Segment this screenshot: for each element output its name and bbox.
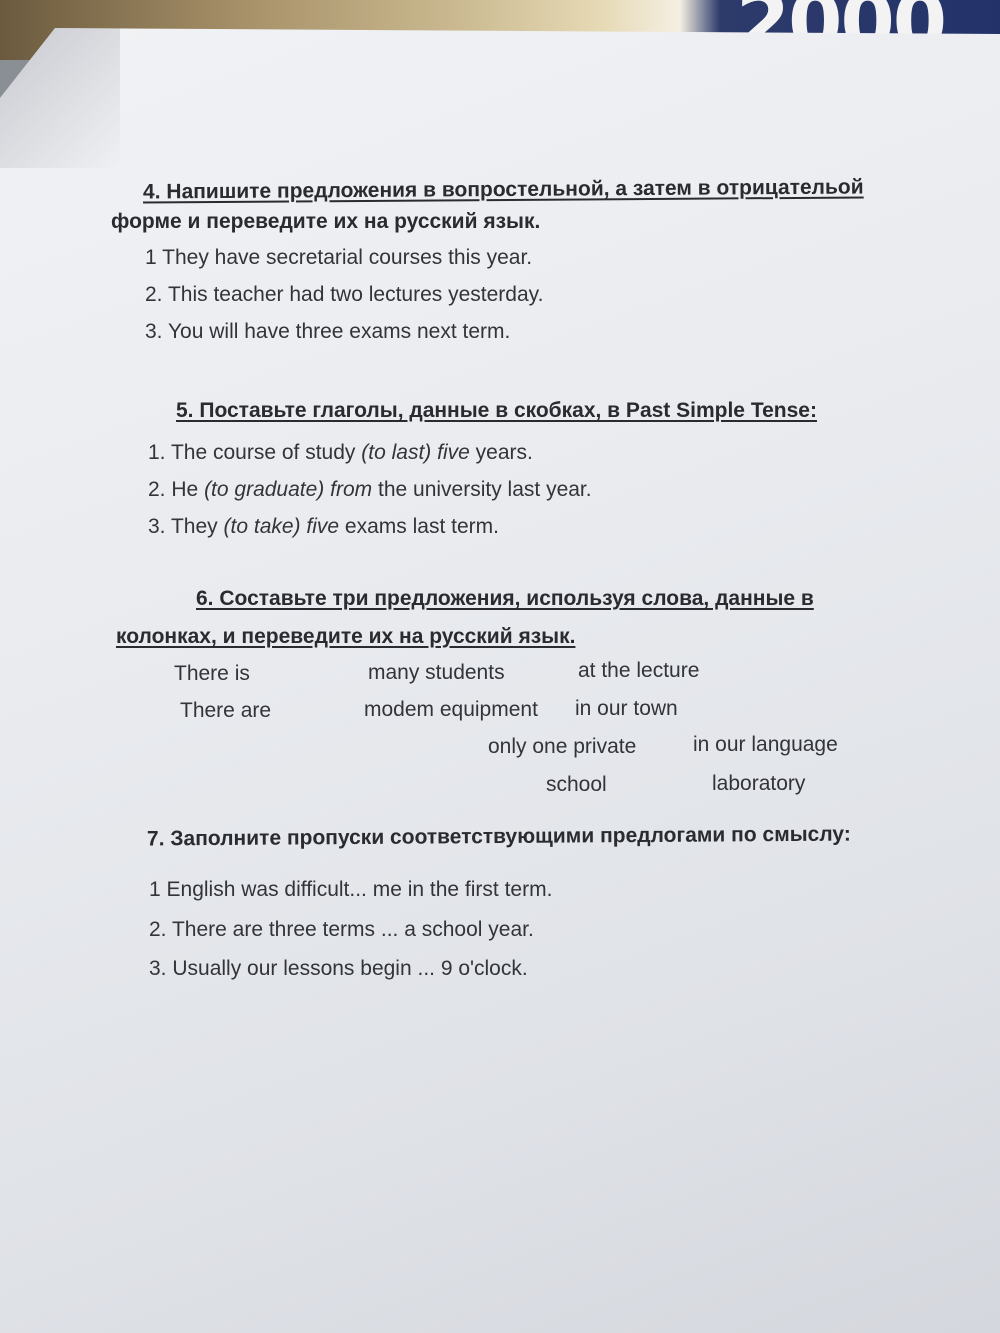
task6-col2-row3: only one private [488, 735, 637, 758]
task6-col1-row2: There are [180, 699, 272, 722]
task5-item-1-num: 1. [148, 441, 166, 464]
task5-item-3-verb: (to take) [223, 515, 301, 538]
task6-col2-row1: many students [368, 661, 505, 684]
task5-item-2-verb: (to graduate) [204, 478, 325, 501]
task5-item-3-mid: five [306, 515, 340, 538]
task7-item-1: 1 English was difficult... me in the first term. [149, 878, 553, 901]
task5-item-2-before: He [171, 478, 199, 501]
task5-item-3-before: They [170, 515, 218, 538]
task5-item-2-num: 2. [148, 478, 166, 501]
task5-item-2-mid: from [330, 478, 373, 501]
task5-item-1-mid: five [437, 441, 470, 464]
task7-heading: 7. Заполните пропуски соответствующими предлогами по смыслу: [146, 822, 851, 851]
task5-item-1-verb: (to last) [361, 441, 432, 464]
task6-heading-line2: колонках, и переведите их на русский язык. [116, 625, 576, 648]
task4-heading-line2: форме и переведите их на русский язык. [111, 210, 541, 233]
task4-item-3: 3. You will have three exams next term. [145, 320, 511, 343]
task4-item-1: 1 They have secretarial courses this year. [145, 246, 533, 269]
task5-item-2-after: the university last year. [378, 478, 592, 501]
task4-heading-line1: 4. Напишите предложения в вопростельной, а затем в отрицательой [142, 175, 864, 204]
task6-col2-row4: school [546, 773, 607, 796]
task6-col3-row4: laboratory [712, 772, 806, 795]
task5-item-1-before: The course of study [170, 441, 356, 464]
task5-item-3 [148, 515, 499, 539]
task5-heading: 5. Поставьте глаголы, данные в скобках, в Past Simple Tense: [176, 399, 817, 422]
task5-item-3-num: 3. [148, 515, 166, 538]
task7-item-3: 3. Usually our lessons begin ... 9 o'clock. [149, 957, 528, 980]
task5-item-3-after: exams last term. [344, 515, 499, 538]
task5-item-1 [148, 441, 533, 465]
task7-item-2: 2. There are three terms ... a school year. [149, 918, 534, 941]
task6-col2-row2: modem equipment [364, 698, 538, 721]
task6-col3-row2: in our town [575, 697, 678, 720]
task6-col3-row1: at the lecture [578, 659, 700, 682]
task6-col1-row1: There is [174, 662, 250, 685]
task6-heading-line1: 6. Составьте три предложения, используя слова, данные в [196, 587, 814, 610]
task5-item-1-after: years. [475, 441, 533, 464]
task4-item-2: 2. This teacher had two lectures yesterday. [145, 283, 544, 306]
task5-item-2 [148, 478, 592, 502]
task6-col3-row3: in our language [693, 733, 838, 756]
